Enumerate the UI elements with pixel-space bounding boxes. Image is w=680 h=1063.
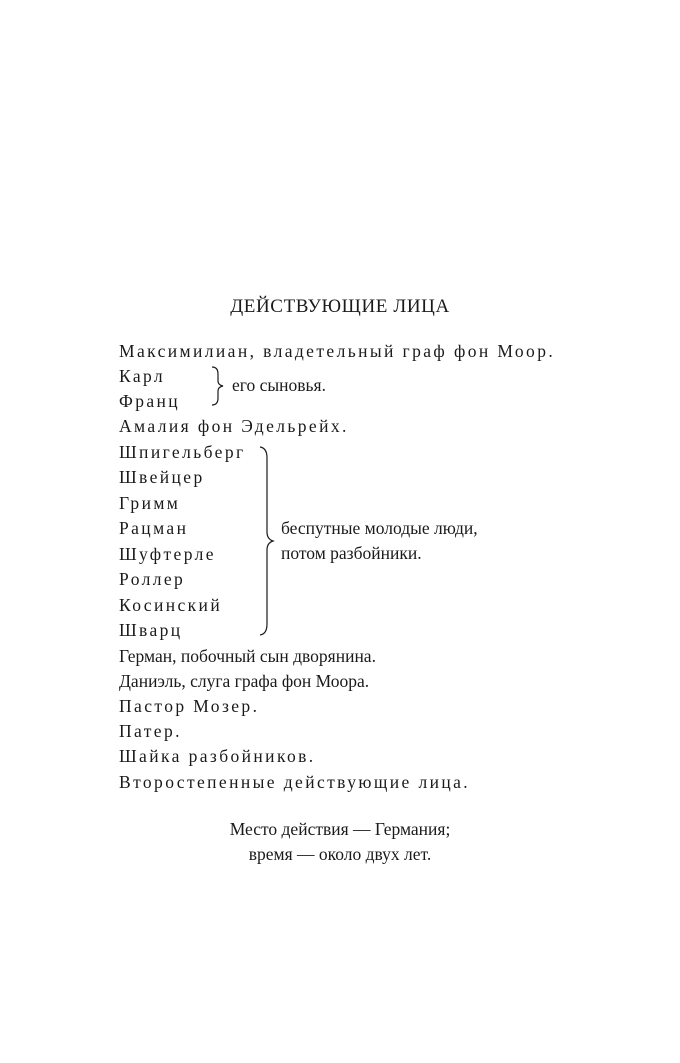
character-schweizer: Швейцер	[119, 467, 205, 487]
character-moser: Пастор Мозер.	[119, 696, 260, 716]
setting-time: время — около двух лет.	[248, 844, 432, 864]
character-razmann: Рацман	[119, 518, 189, 538]
sons-note: его сыновья.	[232, 375, 326, 395]
character-hermann: Герман, побочный сын дворянина.	[119, 646, 376, 666]
character-kosinsky: Косинский	[119, 595, 223, 615]
character-spiegelberg: Шпигельберг	[119, 442, 246, 462]
character-schufterle: Шуфтерле	[119, 544, 216, 564]
character-daniel: Даниэль, слуга графа фон Моора.	[119, 671, 370, 691]
character-franz: Франц	[119, 391, 181, 411]
robbers-brace	[258, 446, 276, 636]
character-grimm: Гримм	[119, 493, 181, 513]
robbers-note-line-1: беспутные молодые люди,	[281, 518, 478, 538]
page-title: ДЕЙСТВУЮЩИЕ ЛИЦА	[230, 296, 450, 317]
character-text: Максимилиан, владетельный граф фон Моор.	[119, 341, 556, 361]
character-karl: Карл	[119, 366, 166, 386]
character-roller: Роллер	[119, 569, 186, 589]
character-amalia: Амалия фон Эдельрейх.	[119, 416, 349, 436]
sons-brace	[210, 366, 226, 406]
character-minor: Второстепенные действующие лица.	[119, 772, 471, 792]
robbers-note-line-2: потом разбойники.	[281, 543, 422, 563]
character-pater: Патер.	[119, 721, 182, 741]
character-schwarz: Шварц	[119, 620, 183, 640]
setting-place: Место действия — Германия;	[229, 819, 451, 839]
character-maximilian	[119, 339, 555, 363]
character-band: Шайка разбойников.	[119, 746, 316, 766]
